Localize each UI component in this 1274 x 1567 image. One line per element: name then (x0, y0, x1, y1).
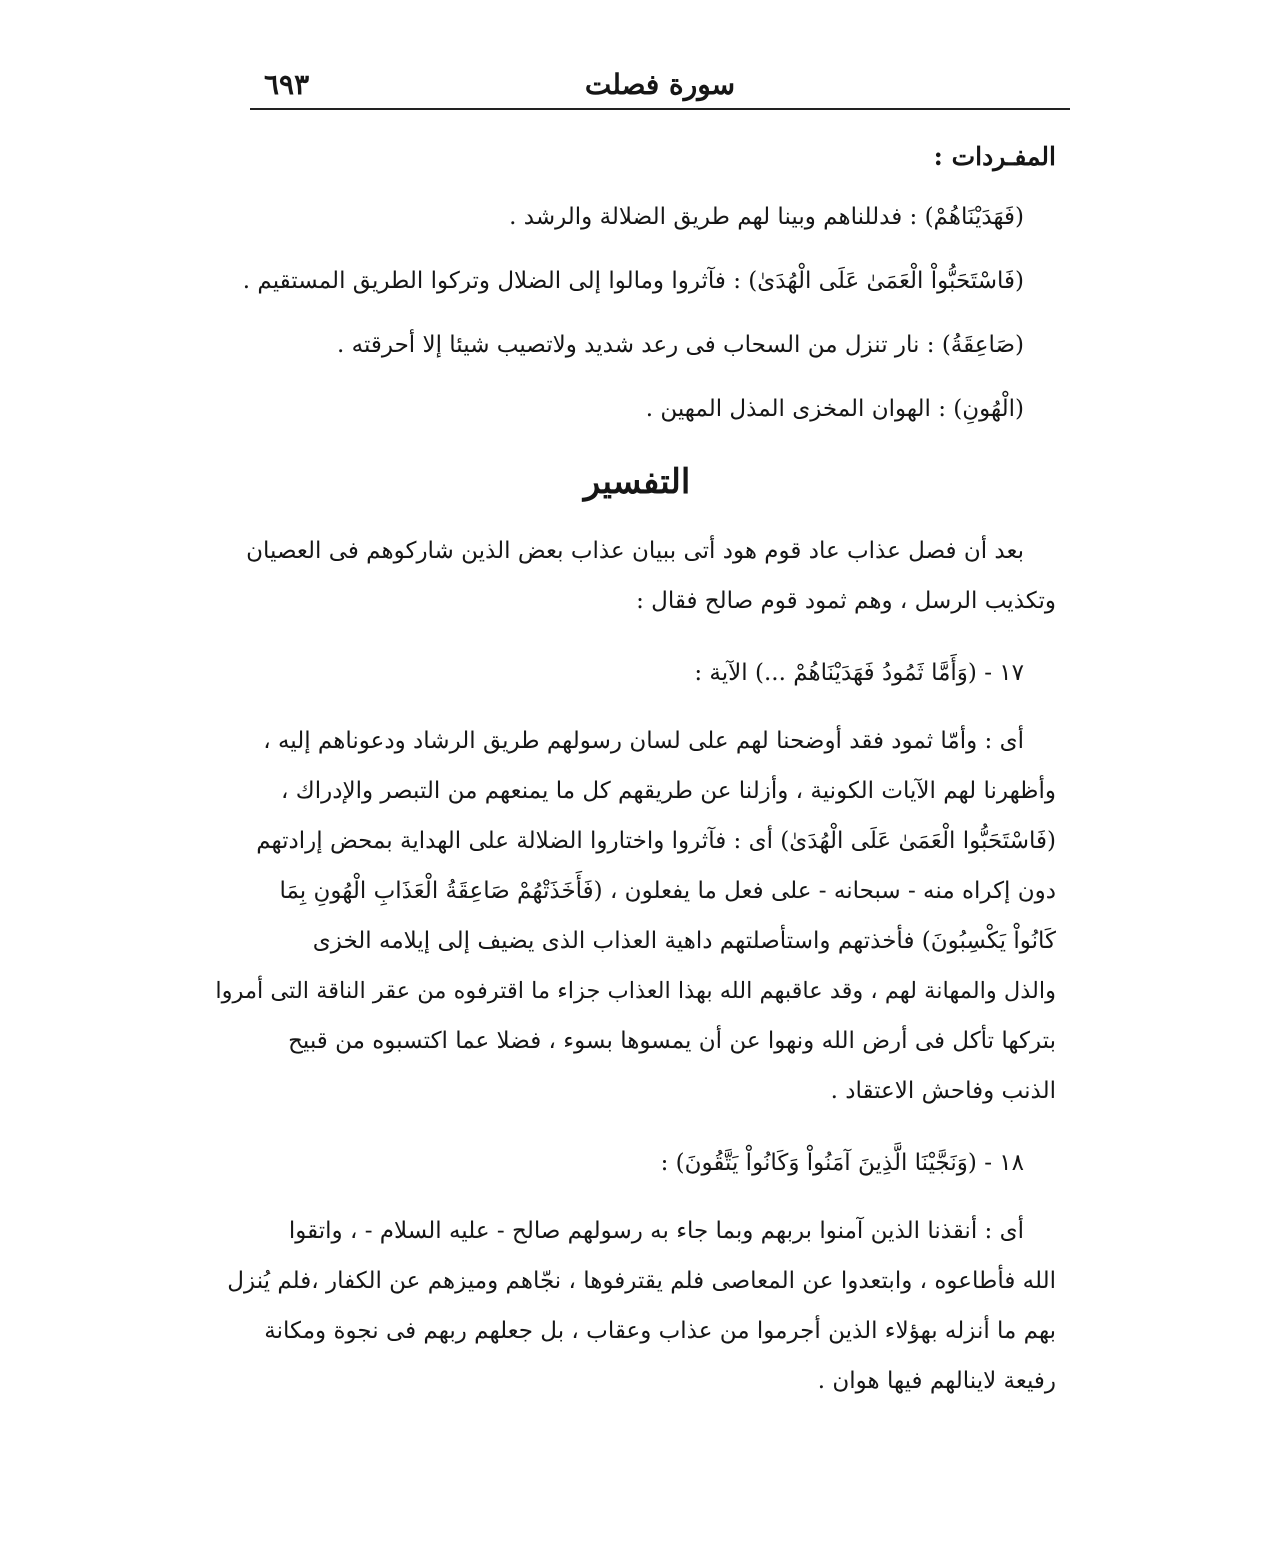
verse-17-line: الذنب وفاحش الاعتقاد . (830, 1078, 1056, 1104)
vocabulary-item: (صَاعِقَةُ) : نار تنزل من السحاب فى رعد شديد ولاتصيب شيئا إلا أحرقته . (336, 332, 1024, 358)
verse-18-line: الله فأطاعوه ، وابتعدوا عن المعاصى فلم يقترفوها ، نجّاهم وميزهم عن الكفار ،فلم يُنزل (227, 1268, 1056, 1294)
verse-17-line: (فَاسْتَحَبُّوا الْعَمَىٰ عَلَى الْهُدَىٰ) أى : فآثروا واختاروا الضلالة على الهداية بمحض إرادتهم (256, 828, 1056, 854)
verse-18-line: بهم ما أنزله بهؤلاء الذين أجرموا من عذاب وعقاب ، بل جعلهم ربهم فى نجوة ومكانة (264, 1318, 1056, 1344)
verse-17-line: والذل والمهانة لهم ، وقد عاقبهم الله بهذا العذاب جزاء ما اقترفوه من عقر الناقة التى أمروا (215, 978, 1056, 1004)
vocabulary-item: (فَاسْتَحَبُّواْ الْعَمَىٰ عَلَى الْهُدَىٰ) : فآثروا ومالوا إلى الضلال وتركوا الطريق المستقيم . (242, 268, 1024, 294)
vocabulary-heading: المفـردات : (933, 142, 1056, 171)
intro-line: وتكذيب الرسل ، وهم ثمود قوم صالح فقال : (636, 588, 1056, 614)
verse-17-line: أى : وأمّا ثمود فقد أوضحنا لهم على لسان رسولهم طريق الرشاد ودعوناهم إليه ، (263, 728, 1024, 754)
verse-17-line: دون إكراه منه - سبحانه - على فعل ما يفعلون ، (فَأَخَذَتْهُمْ صَاعِقَةُ الْعَذَابِ الْهُونِ بِمَا (279, 878, 1056, 904)
header-divider (250, 108, 1070, 110)
verse-17-line: وأظهرنا لهم الآيات الكونية ، وأزلنا عن طريقهم كل ما يمنعهم من التبصر والإدراك ، (281, 778, 1056, 804)
page-header (250, 62, 1070, 108)
page-number: ٦٩٣ (264, 68, 310, 101)
verse-18-line: أى : أنقذنا الذين آمنوا بربهم وبما جاء به رسولهم صالح - عليه السلام - ، واتقوا (288, 1218, 1024, 1244)
verse-18-heading: ١٨ - (وَنَجَّيْنَا الَّذِينَ آمَنُواْ وَكَانُواْ يَتَّقُونَ) : (660, 1150, 1024, 1176)
verse-17-line: كَانُواْ يَكْسِبُونَ) فأخذتهم واستأصلتهم داهية العذاب الذى يضيف إلى إيلامه الخزى (312, 928, 1056, 954)
vocabulary-item: (الْهُونِ) : الهوان المخزى المذل المهين . (645, 396, 1024, 422)
vocabulary-item: (فَهَدَيْنَاهُمْ) : فدللناهم وبينا لهم طريق الضلالة والرشد . (509, 204, 1024, 230)
running-title: سورة فصلت (584, 68, 736, 101)
tafsir-heading: التفسير (583, 462, 691, 502)
intro-line: بعد أن فصل عذاب عاد قوم هود أتى ببيان عذاب بعض الذين شاركوهم فى العصيان (246, 538, 1024, 564)
verse-17-line: بتركها تأكل فى أرض الله ونهوا عن أن يمسوها بسوء ، فضلا عما اكتسبوه من قبيح (288, 1028, 1056, 1054)
verse-17-heading: ١٧ - (وَأَمَّا ثَمُودُ فَهَدَيْنَاهُمْ ...) الآية : (694, 660, 1024, 686)
verse-18-line: رفيعة لاينالهم فيها هوان . (817, 1368, 1056, 1394)
